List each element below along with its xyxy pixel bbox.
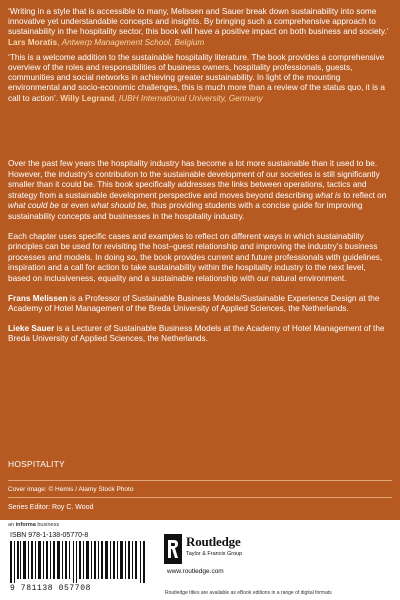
informa-business-label	[8, 522, 59, 528]
description-paragraph-2: Each chapter uses specific cases and examples to reflect on different ways in which sustainability principles can be used for revisiting the host–guest relationship and improving the industry’s business processes and models. In doing so, the book provides current and future professionals with guidelines, inspiration and a call for action to take sustainability within the hospitality industry to the next level, based on inclusiveness, equality and a sustainable relationship with our natural environment.	[8, 231, 383, 283]
isbn-number: ISBN 978-1-138-05770-8	[10, 532, 89, 539]
book-description	[8, 159, 390, 354]
author-bio-text: is a Lecturer of Sustainable Business Models at the Academy of Hotel Management of the Breda University of Applied Sciences, the Netherlands.	[8, 323, 385, 344]
subject-category: HOSPITALITY	[8, 459, 65, 469]
author-bio-1	[8, 294, 390, 315]
description-paragraph-1	[8, 159, 390, 223]
endorsement-text: ‘Writing in a style that is accessible to many, Melissen and Sauer break down sustainability into some innovative yet understandable concepts and insights. By bringing such a comprehensive approach to sustainability in the hospitality sector, this book will have a positive impact on both business and society.’	[8, 7, 389, 37]
isbn-barcode-block	[8, 532, 151, 594]
author-bio-2	[8, 324, 390, 345]
description-emphasis: what is	[315, 190, 341, 200]
endorser-name: Willy Legrand	[60, 93, 115, 103]
divider-line	[8, 497, 392, 498]
endorser-affiliation: IUBH International University, Germany	[118, 93, 263, 103]
endorser-affiliation: Antwerp Management School, Belgium	[61, 37, 205, 47]
barcode-icon	[10, 541, 148, 583]
description-text: or even	[58, 201, 92, 211]
barcode-digits: 9 781138 057708	[10, 584, 92, 593]
endorser-name: Lars Moratis	[8, 37, 58, 47]
informa-suffix: business	[35, 522, 60, 528]
description-text: Over the past few years the hospitality industry has become a lot more sustainable than it used to be. However, the industry’s contribution to the sustainable development of our societies is still significantly smaller than it could be. This book specifically addresses the links between operations, tactics and strategy from a sustainable development perspective and moves beyond describing	[8, 159, 380, 200]
author-name: Frans Melissen	[8, 293, 68, 303]
description-text: , thus providing students with a concise guide for improving sustainability concepts and businesses in the hospitality industry.	[8, 201, 363, 221]
endorsements	[8, 7, 390, 104]
publisher-group: Taylor & Francis Group	[186, 551, 243, 557]
publisher-name: Routledge	[186, 534, 241, 549]
series-editor: Series Editor: Roy C. Wood	[8, 504, 94, 511]
divider-line	[8, 480, 392, 481]
author-bio-text: is a Professor of Sustainable Business Models/Sustainable Experience Design at the Academy of Hotel Management of the Breda University of Applied Sciences, the Netherlands.	[8, 293, 380, 314]
description-emphasis: what could be	[8, 201, 59, 211]
routledge-logo-icon	[164, 534, 182, 564]
publisher-strip	[0, 520, 400, 600]
endorsement-attribution: Lars Moratis, Antwerp Management School, Belgium	[8, 37, 205, 47]
informa-brand: informa	[15, 522, 36, 528]
endorsement-2	[8, 53, 390, 104]
cover-image-credit: Cover image: © Hemis / Alamy Stock Photo	[8, 486, 134, 493]
publisher-url: www.routledge.com	[167, 568, 224, 575]
description-text: to reflect on	[340, 190, 387, 200]
publisher-name-block	[186, 534, 242, 557]
endorsement-1	[8, 7, 390, 48]
description-emphasis: what should be	[91, 201, 147, 211]
author-name: Lieke Sauer	[8, 323, 55, 333]
endorsement-text: ‘This is a welcome addition to the sustainable hospitality literature. The book provides a comprehensive overview of the roles and responsibilities of business owners, hospitality professionals, guests, communities and social networks in achieving greater sustainability. In light of the mounting environmental and socio-economic challenges, this is much more than a review of the status quo, it is a call to action’.	[8, 52, 385, 103]
endorsement-attribution: Willy Legrand, IUBH International University, Germany	[60, 93, 263, 103]
ebook-note: Routledge titles are available as eBook editions in a range of digital formats	[165, 590, 332, 596]
informa-prefix: an	[8, 522, 16, 528]
